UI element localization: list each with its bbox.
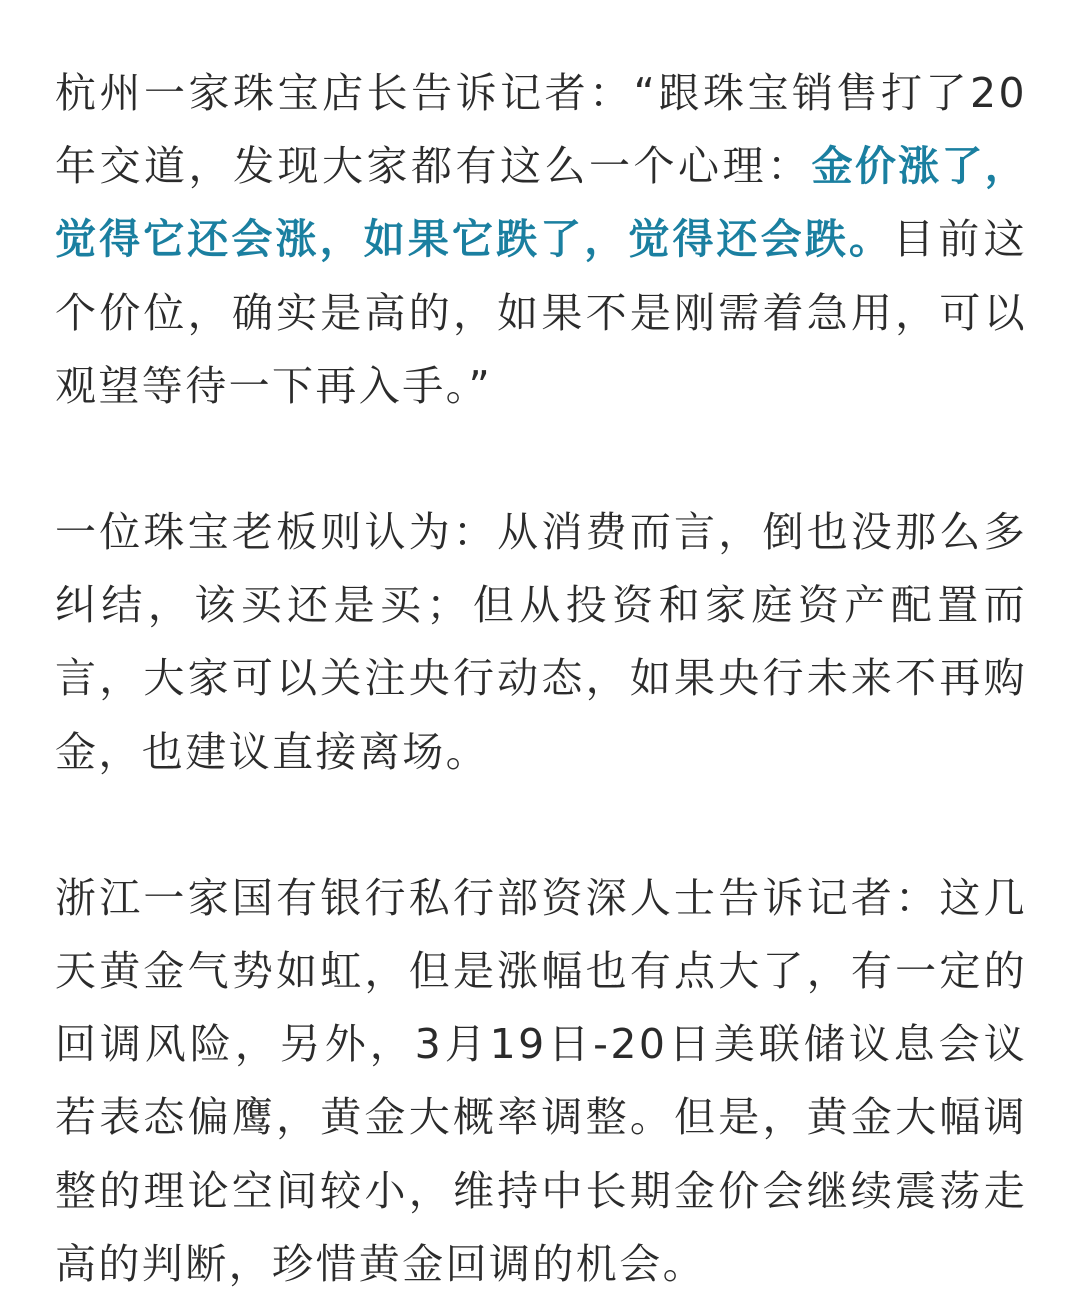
article-body — [55, 57, 1027, 1301]
quote-text-tail: 目前这个价位，确实是高的，如果不是刚需着急用，可以观望等待一下再入手。” — [55, 215, 1027, 410]
quote-text-lead: 杭州一家珠宝店长告诉记者：“跟珠宝销售打了20年交道，发现大家都有这么一个心理： — [55, 69, 1027, 191]
paragraph-shop-manager-quote — [55, 57, 1027, 423]
paragraph-jewelry-boss-view: 一位珠宝老板则认为：从消费而言，倒也没那么多纠结，该买还是买；但从投资和家庭资产配置而言，大家可以关注央行动态，如果央行未来不再购金，也建议直接离场。 — [55, 508, 1027, 776]
highlighted-quote-text: 金价涨了，觉得它还会涨，如果它跌了，觉得还会跌。 — [55, 142, 1027, 264]
paragraph-bank-insider-view: 浙江一家国有银行私行部资深人士告诉记者：这几天黄金气势如虹，但是涨幅也有点大了，有一定的回调风险，另外，3月19日-20日美联储议息会议若表态偏鹰，黄金大概率调整。但是，黄金大幅调整的理论空间较小，维持中长期金价会继续震荡走高的判断，珍惜黄金回调的机会。 — [55, 873, 1027, 1288]
